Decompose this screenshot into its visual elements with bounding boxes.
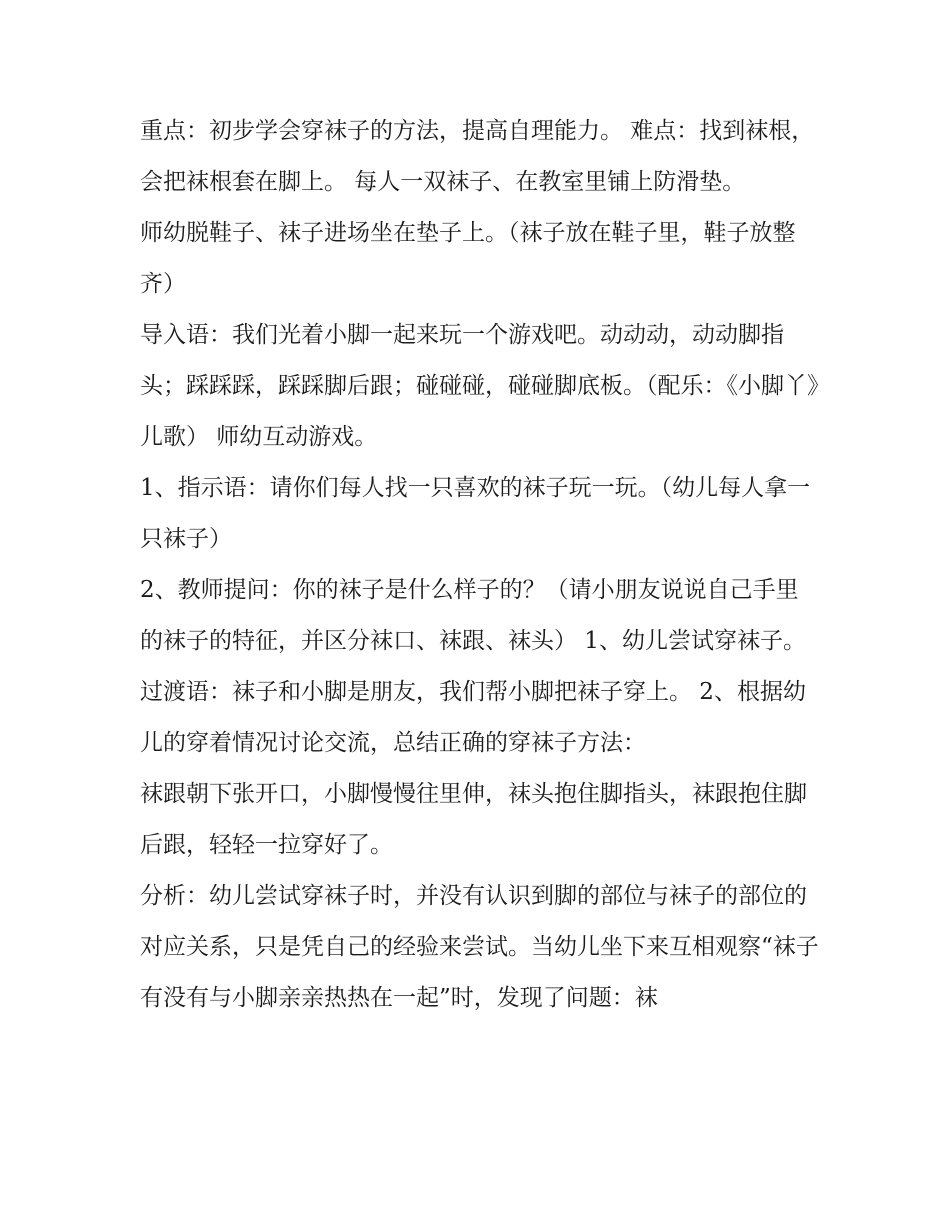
paragraph-transition: 过渡语：袜子和小脚是朋友，我们帮小脚把袜子穿上。 2、根据幼儿的穿着情况讨论交流，总结正确的穿袜子方法：	[140, 679, 806, 756]
paragraph-key-points: 重点：初步学会穿袜子的方法，提高自理能力。 难点：找到袜根，会把袜根套在脚上。 每人一双袜子、在教室里铺上防滑垫。	[140, 118, 815, 195]
paragraph-preparation: 师幼脱鞋子、袜子进场坐在垫子上。（袜子放在鞋子里，鞋子放整齐）	[140, 220, 796, 297]
paragraph-analysis: 分析：幼儿尝试穿袜子时，并没有认识到脚的部位与袜子的部位的对应关系，只是凭自己的经验来尝试。当幼儿坐下来互相观察“袜子有没有与小脚亲亲热热在一起”时，发现了问题：袜	[140, 883, 819, 1011]
document-body	[140, 106, 820, 1024]
paragraph-introduction: 导入语：我们光着小脚一起来玩一个游戏吧。动动动，动动脚指头；踩踩踩，踩踩脚后跟；碰碰碰，碰碰脚底板。（配乐：《小脚丫》儿歌） 师幼互动游戏。	[140, 322, 819, 450]
paragraph-instruction-2: 2、教师提问：你的袜子是什么样子的？（请小朋友说说自己手里的袜子的特征，并区分袜口、袜跟、袜头） 1、幼儿尝试穿袜子。	[140, 577, 806, 654]
paragraph-method: 袜跟朝下张开口，小脚慢慢往里伸，袜头抱住脚指头，袜跟抱住脚后跟，轻轻一拉穿好了。	[140, 781, 807, 858]
paragraph-instruction-1: 1、指示语：请你们每人找一只喜欢的袜子玩一玩。（幼儿每人拿一只袜子）	[140, 475, 811, 552]
